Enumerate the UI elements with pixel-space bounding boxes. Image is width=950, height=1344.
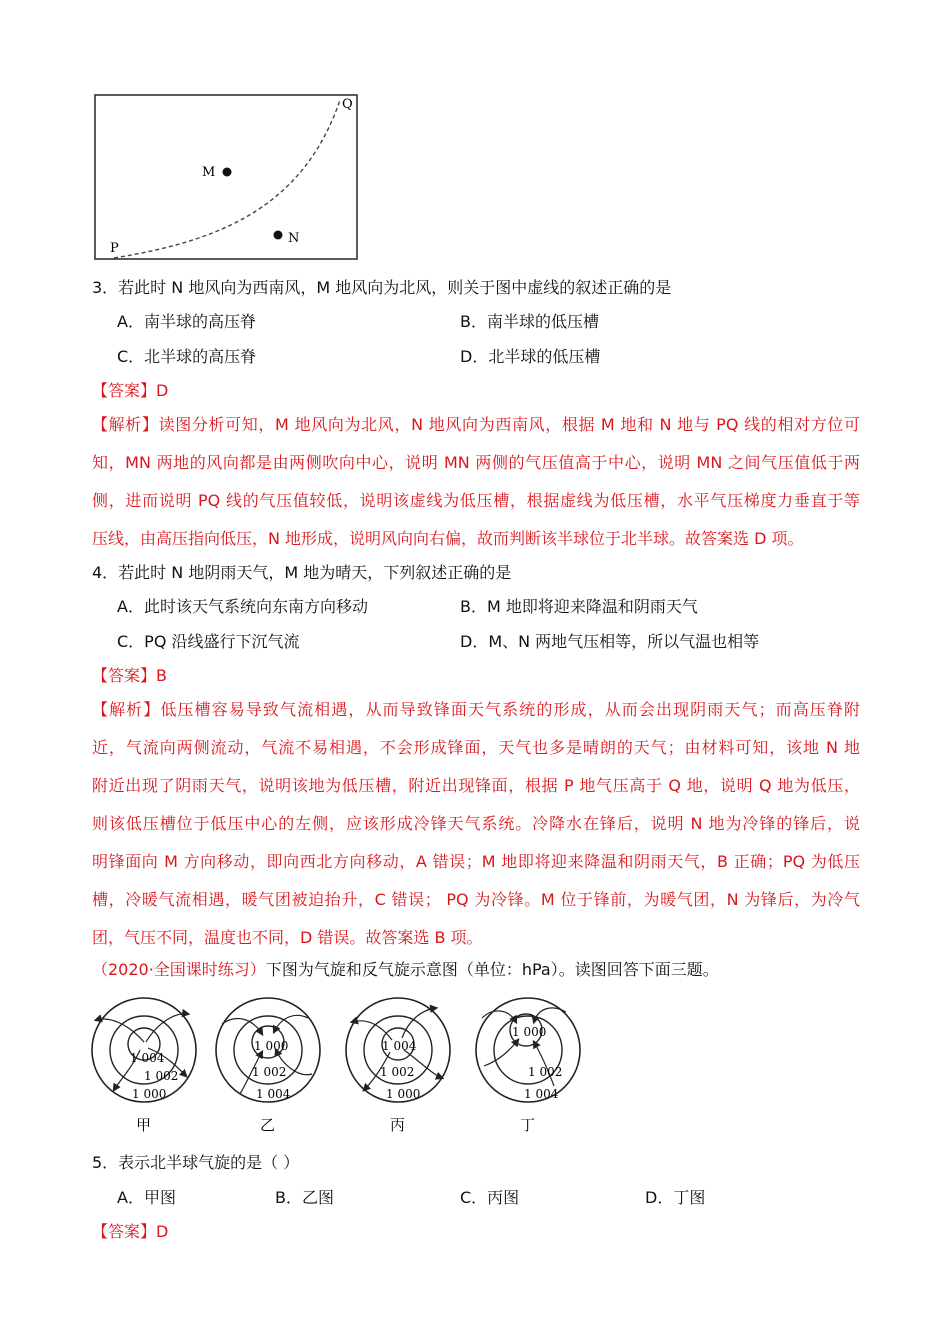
- isobar-label: 1 000: [512, 1025, 547, 1039]
- isobar-label: 1 002: [144, 1069, 179, 1083]
- diagram-label: 乙: [260, 1116, 276, 1134]
- intro-text: 下图为气旋和反气旋示意图（单位：hPa）。读图回答下面三题。: [265, 960, 719, 979]
- source-tag: （2020·全国课时练习）: [92, 960, 266, 979]
- q3-answer: 【答案】D: [92, 381, 169, 400]
- diagram-label: 甲: [136, 1116, 152, 1134]
- cyclone-diagrams: [88, 994, 588, 1144]
- q5-option-d[interactable]: D．丁图: [645, 1188, 706, 1207]
- q3-analysis-line: 【解析】读图分析可知，M 地风向为北风，N 地风向为西南风，根据 M 地和 N 地与 PQ 线的相对方位可: [92, 415, 860, 434]
- group-intro: [92, 960, 719, 980]
- diagram-label: 丁: [520, 1116, 536, 1134]
- q4-analysis-line: 团，气压不同，温度也不同，D 错误。故答案选 B 项。: [92, 928, 483, 947]
- q3-analysis-line: 压线，由高压指向低压，N 地形成，说明风向向右偏，故而判断该半球位于北半球。故答案选 D 项。: [92, 529, 804, 548]
- point-q-label: Q: [342, 97, 353, 112]
- q4-option-a[interactable]: A．此时该天气系统向东南方向移动: [117, 597, 368, 616]
- q4-option-c[interactable]: C．PQ 沿线盛行下沉气流: [117, 632, 300, 651]
- point-n-label: N: [288, 231, 300, 246]
- q4-analysis-line: 槽，冷暖气流相遇，暖气团被迫抬升，C 错误； PQ 为冷锋。M 位于锋前，为暖气团，N 为锋后，为冷气: [92, 890, 860, 909]
- diagram-jia: [92, 998, 196, 1134]
- q4-analysis-line: 附近出现了阴雨天气，说明该地为低压槽，附近出现锋面，根据 P 地气压高于 Q 地，说明 Q 地为低压，: [92, 776, 860, 795]
- diagram-frame: [95, 95, 357, 259]
- point-n-dot: [274, 231, 283, 240]
- q4-analysis-line: 则该低压槽位于低压中心的左侧，应该形成冷锋天气系统。冷降水在锋后，说明 N 地为冷锋的锋后，说: [92, 814, 860, 833]
- diagram-bing: [346, 998, 450, 1134]
- dashed-trough-line: [114, 100, 340, 258]
- q3-analysis-line: 侧，进而说明 PQ 线的气压值较低，说明该虚线为低压槽，根据虚线为低压槽，水平气压梯度力垂直于等: [92, 491, 860, 510]
- point-m-dot: [223, 168, 232, 177]
- q5-answer: 【答案】D: [92, 1222, 169, 1241]
- q3-stem: 3．若此时 N 地风向为西南风，M 地风向为北风，则关于图中虚线的叙述正确的是: [92, 278, 672, 297]
- isobar-label: 1 000: [132, 1087, 167, 1101]
- q5-option-a[interactable]: A．甲图: [117, 1188, 176, 1207]
- q5-option-c[interactable]: C．丙图: [460, 1188, 520, 1207]
- isobar-label: 1 000: [386, 1087, 421, 1101]
- point-p-label: P: [110, 241, 119, 256]
- isobar-label: 1 004: [524, 1087, 559, 1101]
- q5-stem: 5．表示北半球气旋的是（ ）: [92, 1153, 300, 1172]
- isobar-label: 1 004: [382, 1039, 417, 1053]
- q3-option-d[interactable]: D．北半球的低压槽: [460, 347, 601, 366]
- q3-option-b[interactable]: B．南半球的低压槽: [460, 312, 599, 331]
- q3-option-c[interactable]: C．北半球的高压脊: [117, 347, 257, 366]
- diagram-ding: [476, 998, 580, 1134]
- q4-analysis-line: 【解析】低压槽容易导致气流相遇，从而导致锋面天气系统的形成，从而会出现阴雨天气；而高压脊附: [92, 700, 860, 719]
- point-m-label: M: [202, 165, 216, 180]
- q4-analysis-line: 明锋面向 M 方向移动，即向西北方向移动，A 错误；M 地即将迎来降温和阴雨天气，B 正确；PQ 为低压: [92, 852, 860, 871]
- trough-diagram: [92, 92, 360, 262]
- q4-option-b[interactable]: B．M 地即将迎来降温和阴雨天气: [460, 597, 698, 616]
- isobar-label: 1 000: [254, 1039, 289, 1053]
- q4-option-d[interactable]: D．M、N 两地气压相等，所以气温也相等: [460, 632, 760, 651]
- diagram-label: 丙: [390, 1116, 406, 1134]
- diagram-yi: [216, 998, 320, 1134]
- isobar-label: 1 004: [256, 1087, 291, 1101]
- isobar-label: 1 002: [528, 1065, 563, 1079]
- q4-stem: 4．若此时 N 地阴雨天气，M 地为晴天，下列叙述正确的是: [92, 563, 512, 582]
- isobar-label: 1 002: [380, 1065, 415, 1079]
- q4-analysis-line: 近，气流向两侧流动，气流不易相遇，不会形成锋面，天气也多是晴朗的天气；由材料可知，该地 N 地: [92, 738, 860, 757]
- q4-answer: 【答案】B: [92, 666, 167, 685]
- isobar-label: 1 002: [252, 1065, 287, 1079]
- q3-analysis-line: 知，MN 两地的风向都是由两侧吹向中心，说明 MN 两侧的气压值高于中心，说明 MN 之间气压值低于两: [92, 453, 860, 472]
- isobar-label: 1 004: [130, 1051, 165, 1065]
- q5-option-b[interactable]: B．乙图: [275, 1188, 334, 1207]
- q3-option-a[interactable]: A．南半球的高压脊: [117, 312, 256, 331]
